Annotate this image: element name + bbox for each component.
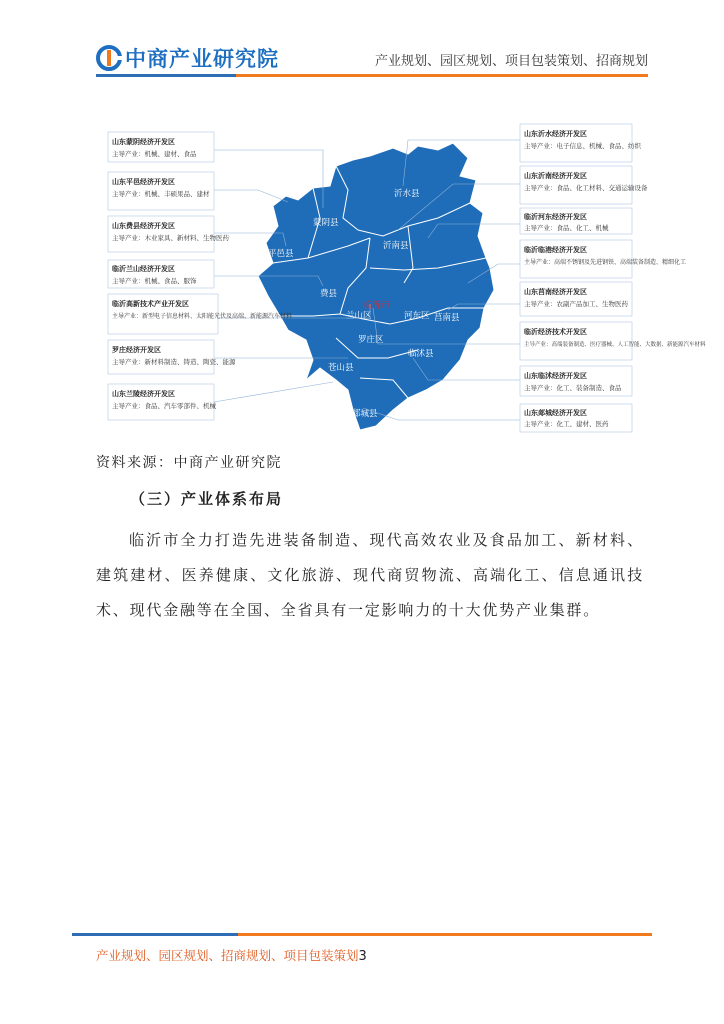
svg-text:主导产业：化工、建材、医药: 主导产业：化工、建材、医药 <box>524 420 609 428</box>
region-label: 苍山县 <box>328 363 354 373</box>
svg-text:主导产业：高端不锈钢及先进钢铁、高端装备制造、精细化工: 主导产业：高端不锈钢及先进钢铁、高端装备制造、精细化工 <box>524 259 687 266</box>
callout-box <box>520 240 686 278</box>
svg-text:主导产业：食品、化工、机械: 主导产业：食品、化工、机械 <box>524 224 609 232</box>
callout-box <box>108 132 214 162</box>
callout-box <box>108 384 217 420</box>
header-divider-blue <box>96 74 236 77</box>
city-center-label: 临沂市 <box>363 301 391 311</box>
region-label: 郯城县 <box>352 409 378 419</box>
svg-text:主导产业：高端装备制造、医疗器械、人工智能、大数据、新能源汽: 主导产业：高端装备制造、医疗器械、人工智能、大数据、新能源汽车材料 <box>524 342 706 348</box>
region-label: 临沭县 <box>408 349 434 359</box>
svg-text:山东莒南经济开发区: 山东莒南经济开发区 <box>524 288 587 296</box>
svg-text:罗庄经济开发区: 罗庄经济开发区 <box>112 346 161 354</box>
svg-text:山东兰陵经济开发区: 山东兰陵经济开发区 <box>112 390 175 398</box>
region-label: 兰山区 <box>346 311 372 321</box>
header-divider-orange <box>236 74 648 77</box>
svg-text:主导产业：机械、食品、服饰: 主导产业：机械、食品、服饰 <box>112 277 197 285</box>
page-header <box>0 0 724 90</box>
logo-mark-icon <box>96 45 122 71</box>
svg-text:山东郯城经济开发区: 山东郯城经济开发区 <box>524 409 587 417</box>
svg-text:主导产业：食品、化工材料、交通运输设备: 主导产业：食品、化工材料、交通运输设备 <box>524 184 648 192</box>
callout-box <box>520 404 632 432</box>
region-label: 河东区 <box>404 311 430 321</box>
region-label: 莒南县 <box>434 313 460 323</box>
footer-tagline: 产业规划、园区规划、招商规划、项目包装策划 <box>96 948 359 963</box>
development-zone-map <box>108 118 706 436</box>
svg-text:主导产业：机械、建材、食品: 主导产业：机械、建材、食品 <box>112 150 197 158</box>
section-title: （三）产业体系布局 <box>130 490 284 508</box>
svg-text:临沂经济技术开发区: 临沂经济技术开发区 <box>524 328 587 336</box>
svg-text:主导产业：食品、汽车零部件、机械: 主导产业：食品、汽车零部件、机械 <box>112 402 216 410</box>
map-region-shape <box>258 143 494 430</box>
map-svg <box>108 118 706 436</box>
callout-box <box>520 282 632 316</box>
svg-text:山东费县经济开发区: 山东费县经济开发区 <box>112 222 175 230</box>
svg-text:临沂河东经济开发区: 临沂河东经济开发区 <box>524 213 587 221</box>
logo-text: 中商产业研究院 <box>125 47 279 71</box>
callout-box <box>108 260 214 288</box>
figure-source: 资料来源：中商产业研究院 <box>96 455 282 471</box>
footer <box>96 946 367 964</box>
footer-divider-blue <box>72 933 238 936</box>
region-label: 平邑县 <box>268 249 294 259</box>
region-label: 沂水县 <box>394 189 420 199</box>
svg-text:主导产业：化工、装备制造、食品: 主导产业：化工、装备制造、食品 <box>524 384 622 392</box>
svg-text:主导产业：木业家具、新材料、生物医药: 主导产业：木业家具、新材料、生物医药 <box>112 234 229 242</box>
region-label: 罗庄区 <box>358 335 384 345</box>
callout-box <box>108 340 236 374</box>
svg-text:临沂高新技术产业开发区: 临沂高新技术产业开发区 <box>112 300 189 308</box>
svg-text:主导产业：新型电子信息材料、太阳能光伏及高端、新能源汽车材料: 主导产业：新型电子信息材料、太阳能光伏及高端、新能源汽车材料 <box>112 313 293 320</box>
svg-text:山东沂南经济开发区: 山东沂南经济开发区 <box>524 172 587 180</box>
page-number: 3 <box>358 949 367 964</box>
callout-box <box>520 124 642 162</box>
callout-box <box>108 216 230 252</box>
callout-box <box>520 366 632 396</box>
footer-divider-orange <box>238 933 652 936</box>
header-tagline: 产业规划、园区规划、项目包装策划、招商规划 <box>374 54 648 69</box>
svg-text:主导产业：新材料制造、铸造、陶瓷、能源: 主导产业：新材料制造、铸造、陶瓷、能源 <box>112 358 236 366</box>
svg-text:主导产业：农副产品加工、生物医药: 主导产业：农副产品加工、生物医药 <box>524 300 628 308</box>
region-label: 蒙阴县 <box>313 218 339 228</box>
region-label: 费县 <box>320 289 338 299</box>
svg-text:临沂临港经济开发区: 临沂临港经济开发区 <box>524 246 587 254</box>
callout-box <box>108 294 292 334</box>
callout-box <box>520 208 632 234</box>
callout-box <box>108 172 214 210</box>
callout-box <box>520 166 648 204</box>
callouts-right <box>520 124 706 432</box>
svg-text:山东蒙阴经济开发区: 山东蒙阴经济开发区 <box>112 138 175 146</box>
svg-text:山东平邑经济开发区: 山东平邑经济开发区 <box>112 178 175 186</box>
body-paragraph: 临沂市全力打造先进装备制造、现代高效农业及食品加工、新材料、建筑建材、医养健康、文化旅游、现代商贸物流、高端化工、信息通讯技术、现代金融等在全国、全省具有一定影响力的十大优势产业集群。 <box>96 531 644 619</box>
logo <box>96 43 279 73</box>
svg-text:临沂兰山经济开发区: 临沂兰山经济开发区 <box>112 265 175 273</box>
callout-box <box>520 322 706 360</box>
region-label: 沂南县 <box>383 241 409 251</box>
svg-text:主导产业：机械、丰硕果品、建材: 主导产业：机械、丰硕果品、建材 <box>112 190 210 198</box>
svg-text:山东沂水经济开发区: 山东沂水经济开发区 <box>524 130 587 138</box>
svg-text:主导产业：电子信息、机械、食品、纺织: 主导产业：电子信息、机械、食品、纺织 <box>524 142 641 150</box>
svg-text:山东临沭经济开发区: 山东临沭经济开发区 <box>524 372 587 380</box>
